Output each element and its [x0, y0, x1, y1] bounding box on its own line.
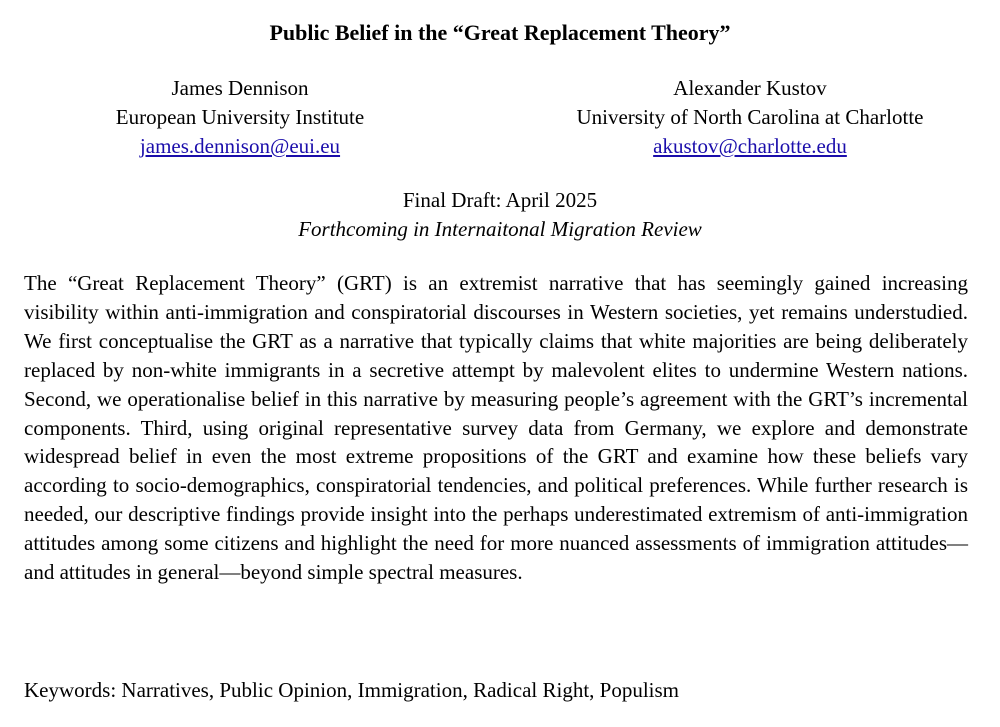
- draft-status: Final Draft: April 2025: [402, 188, 598, 212]
- author-block-1: [40, 74, 440, 161]
- author-affiliation: University of North Carolina at Charlotte: [576, 105, 924, 129]
- draft-info: [0, 186, 1000, 244]
- author-name: James Dennison: [171, 76, 309, 100]
- paper-title: Public Belief in the “Great Replacement Theory”: [269, 20, 731, 45]
- journal-note: Forthcoming in Internaitonal Migration Review: [298, 217, 702, 241]
- keywords-line: Keywords: Narratives, Public Opinion, Immigration, Radical Right, Populism: [24, 678, 680, 702]
- author-email-link[interactable]: akustov@charlotte.edu: [653, 134, 847, 158]
- author-affiliation: European University Institute: [115, 105, 365, 129]
- author-block-2: [540, 74, 960, 161]
- abstract-text: The “Great Replacement Theory” (GRT) is an extremist narrative that has seemingly gained increasing visibility within anti-immigration and conspiratorial discourses in Western societies, yet remains understudied. We first conceptualise the GRT as a narrative that typically claims that white majorities are being deliberately replaced by non-white immigrants in a secretive attempt by malevolent elites to undermine Western nations. Second, we operationalise belief in this narrative by measuring people’s agreement with the GRT’s incremental components. Third, using original representative survey data from Germany, we explore and demonstrate widespread belief in even the most extreme propositions of the GRT and examine how these beliefs vary according to socio-demographics, conspiratorial tendencies, and political preferences. While further research is needed, our descriptive findings provide insight into the perhaps underestimated extremism of anti-immigration attitudes among some citizens and highlight the need for more nuanced assessments of immigration attitudes—and attitudes in general—beyond simple spectral measures.: [24, 271, 968, 585]
- author-email-link[interactable]: james.dennison@eui.eu: [139, 134, 341, 158]
- author-name: Alexander Kustov: [673, 76, 827, 100]
